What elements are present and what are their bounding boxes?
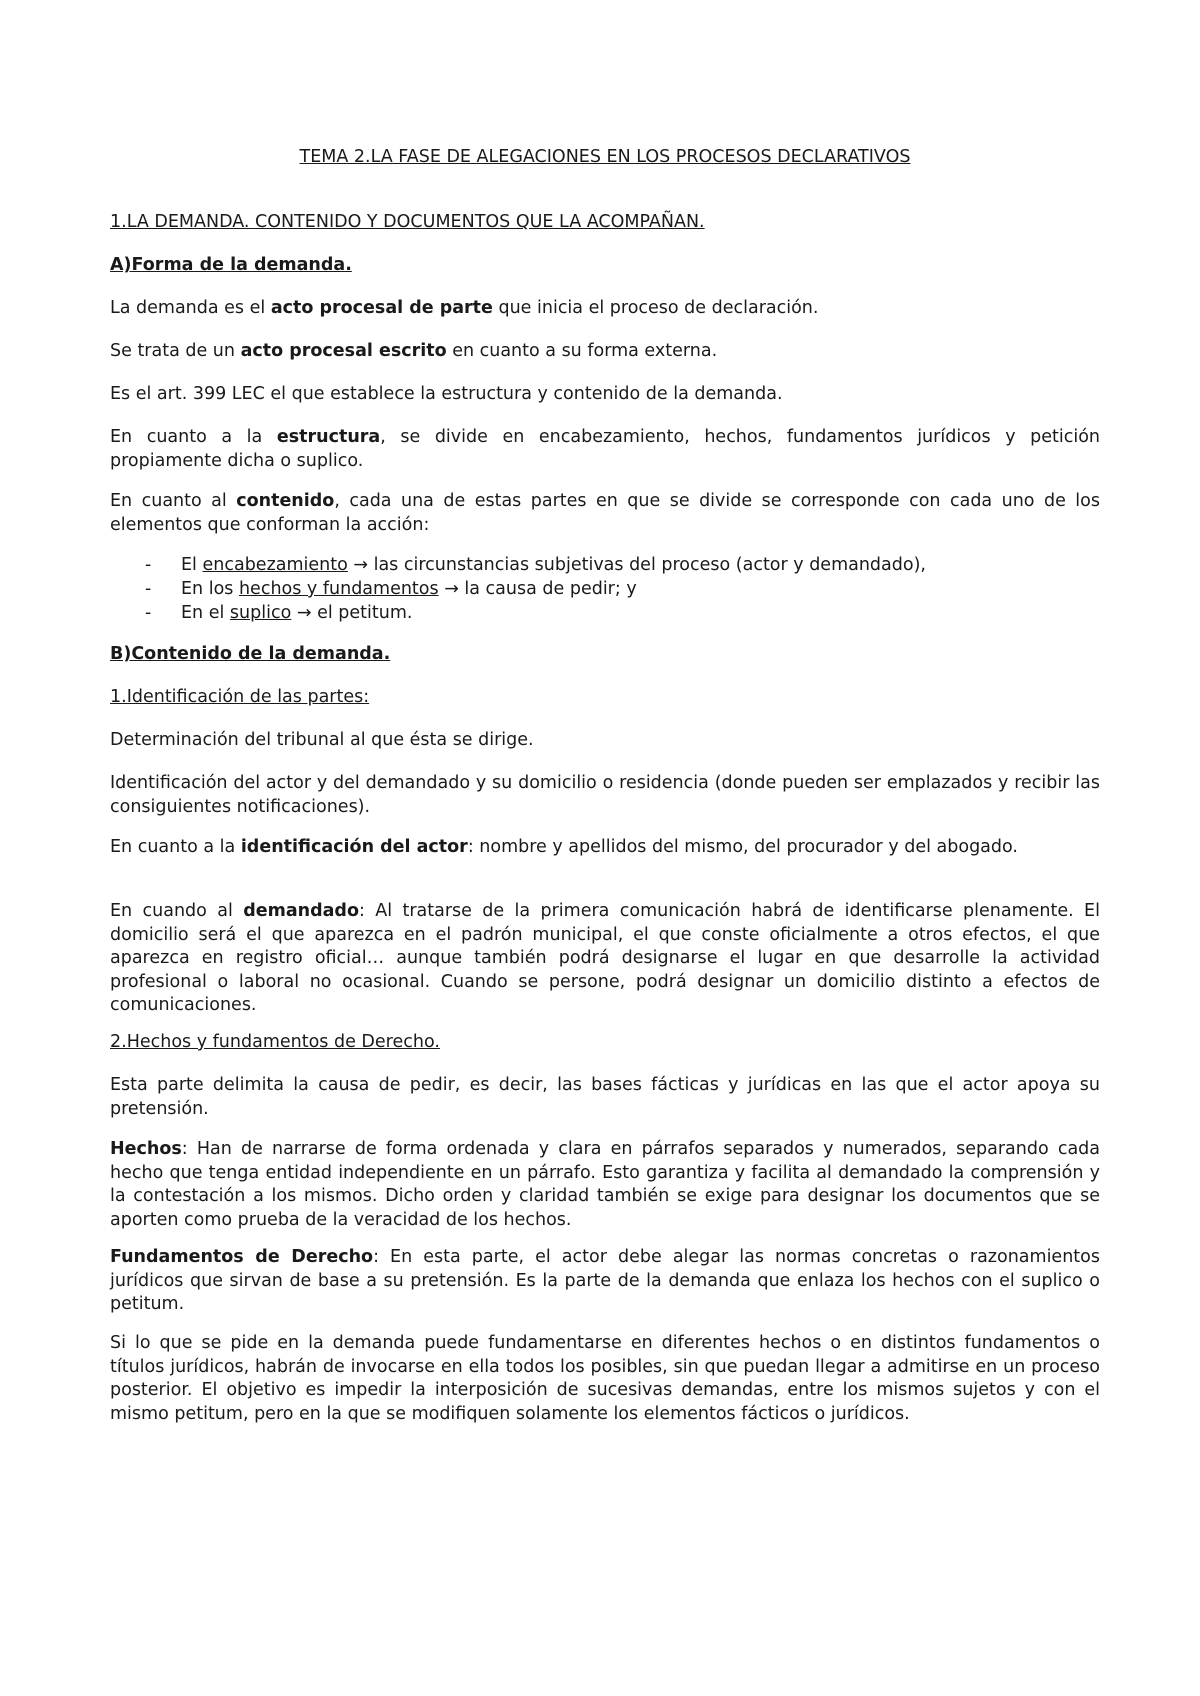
subsection-2-heading: 2.Hechos y fundamentos de Derecho. bbox=[110, 1032, 440, 1052]
paragraph-a3: Es el art. 399 LEC el que establece la estructura y contenido de la demanda. bbox=[110, 384, 783, 404]
list-item: - En el suplico → el petitum. bbox=[110, 602, 1100, 626]
list-dash: - bbox=[145, 579, 152, 599]
list-dash: - bbox=[145, 603, 152, 623]
paragraph-a1: La demanda es el acto procesal de parte que inicia el proceso de declaración. bbox=[110, 298, 819, 318]
list-dash: - bbox=[145, 555, 152, 575]
element-list bbox=[110, 554, 1100, 626]
paragraph-c4: Si lo que se pide en la demanda puede fundamentarse en diferentes hechos o en distintos fundamentos o títulos jurídicos, habrán de invocarse en ella todos los posibles, sin que puedan llegar a admitirse en un proceso posterior. El objetivo es impedir la interposición de sucesivas demandas, entre los mismos sujetos y con el mismo petitum, pero en la que se modifiquen solamente los elementos fácticos o jurídicos. bbox=[110, 1333, 1100, 1424]
paragraph-c3: Fundamentos de Derecho: En esta parte, el actor debe alegar las normas concretas o razonamientos jurídicos que sirvan de base a su pretensión. Es la parte de la demanda que enlaza los hechos con el suplico o petitum. bbox=[110, 1247, 1100, 1314]
list-item: - El encabezamiento → las circunstancias subjetivas del proceso (actor y demandado), bbox=[110, 554, 1100, 578]
paragraph-a5: En cuanto al contenido, cada una de estas partes en que se divide se corresponde con cada uno de los elementos que conforman la acción: bbox=[110, 491, 1100, 535]
paragraph-c2: Hechos: Han de narrarse de forma ordenada y clara en párrafos separados y numerados, separando cada hecho que tenga entidad independiente en un párrafo. Esto garantiza y facilita al demandado la comprensión y la contestación a los mismos. Dicho orden y claridad también se exige para designar los documentos que se aporten como prueba de la veracidad de los hechos. bbox=[110, 1139, 1100, 1230]
paragraph-b4: En cuando al demandado: Al tratarse de la primera comunicación habrá de identificarse plenamente. El domicilio será el que aparezca en el padrón municipal, el que conste oficialmente a otros efectos, el que aparezca en registro oficial… aunque también podrá designarse el lugar en que desarrolle la actividad profesional o laboral no ocasional. Cuando se persone, podrá designar un domicilio distinto a efectos de comunicaciones. bbox=[110, 901, 1100, 1015]
paragraph-b3: En cuanto a la identificación del actor: nombre y apellidos del mismo, del procurador y del abogado. bbox=[110, 837, 1018, 857]
paragraph-a2: Se trata de un acto procesal escrito en cuanto a su forma externa. bbox=[110, 341, 718, 361]
document-title: TEMA 2.LA FASE DE ALEGACIONES EN LOS PROCESOS DECLARATIVOS bbox=[299, 147, 911, 167]
subsection-1-heading: 1.Identificación de las partes: bbox=[110, 687, 370, 707]
list-item: - En los hechos y fundamentos → la causa de pedir; y bbox=[110, 578, 1100, 602]
section-heading-1: 1.LA DEMANDA. CONTENIDO Y DOCUMENTOS QUE LA ACOMPAÑAN. bbox=[110, 212, 705, 232]
subheading-a: A)Forma de la demanda. bbox=[110, 255, 352, 275]
paragraph-b2: Identificación del actor y del demandado y su domicilio o residencia (donde pueden ser emplazados y recibir las consiguientes notificaciones). bbox=[110, 773, 1100, 817]
paragraph-b1: Determinación del tribunal al que ésta se dirige. bbox=[110, 730, 534, 750]
paragraph-c1: Esta parte delimita la causa de pedir, es decir, las bases fácticas y jurídicas en las que el actor apoya su pretensión. bbox=[110, 1075, 1100, 1119]
subheading-b: B)Contenido de la demanda. bbox=[110, 644, 391, 664]
paragraph-a4: En cuanto a la estructura, se divide en encabezamiento, hechos, fundamentos jurídicos y petición propiamente dicha o suplico. bbox=[110, 427, 1100, 471]
